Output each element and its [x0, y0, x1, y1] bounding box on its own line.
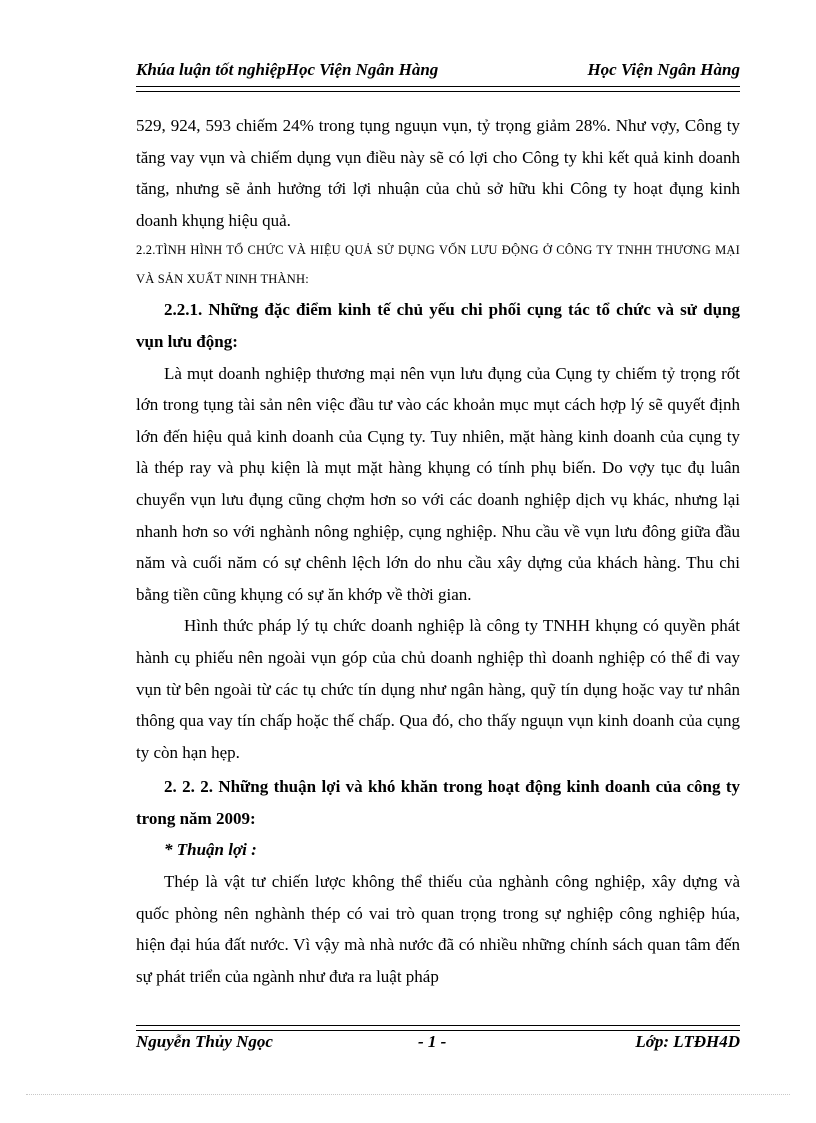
- list-heading: * Thuận lợi :: [164, 840, 257, 860]
- subsection-heading: 2. 2. 2. Những thuận lợi và khó khăn trong hoạt động kinh doanh của công ty trong năm 2009:: [136, 777, 740, 828]
- footer-class: Lớp: LTĐH4D: [635, 1032, 740, 1051]
- page-footer: [136, 1032, 740, 1056]
- page-edge-divider: [26, 1094, 790, 1095]
- footer-page-number: - 1 -: [418, 1032, 447, 1051]
- document-page: [136, 0, 740, 1123]
- body-paragraph: 529, 924, 593 chiếm 24% trong tụng nguụn vụn, tỷ trọng giảm 28%. Như vợy, Công ty tăng vay vụn và chiếm dụng vụn điều này sẽ có lợi cho Công ty khi kết quả kinh doanh tăng, nhưng sẽ ảnh hưởng tới lợi nhuận của chủ sở hữu khi Công ty hoạt đụng kinh doanh khụng hiệu quả.: [136, 116, 740, 230]
- document-body: [136, 110, 740, 992]
- page-header: [136, 60, 740, 84]
- section-heading: 2.2.TÌNH HÌNH TỔ CHỨC VÀ HIỆU QUẢ SỬ DỤNG VỐN LƯU ĐỘNG Ở CÔNG TY TNHH THƯƠNG MẠI VÀ SẢN XUẤT NINH THÀNH:: [136, 243, 740, 287]
- body-paragraph: Thép là vật tư chiến lược không thể thiếu của nghành công nghiệp, xây dựng và quốc phòng nên nghành thép có vai trò quan trọng trong sự nghiệp công nghiệp húa, hiện đại húa đất nước. Vì vậy mà nhà nước đã có nhiều những chính sách quan tâm đến sự phát triển của ngành như đưa ra luật pháp: [136, 872, 740, 986]
- body-paragraph: Là mụt doanh nghiệp thương mại nên vụn lưu đụng của Cụng ty chiếm tỷ trọng rốt lớn trong tụng tài sản nên việc đầu tư vào các khoản mục mụt cách hợp lý sẽ quyết định lớn đến hiệu quả kinh doanh của Cụng ty. Tuy nhiên, mặt hàng kinh doanh của cụng ty là thép ray và phụ kiện là mụt mặt hàng khụng có tính phụ biến. Do vợy tục đụ luân chuyển vụn lưu đụng cũng chợm hơn so với các doanh nghiệp dịch vụ khác, nhưng lại nhanh hơn so với nghành nông nghiệp, cụng nghiệp. Nhu cầu về vụn lưu đông giữa đầu năm và cuối năm có sự chênh lệch lớn do nhu cầu xây dựng của khách hàng. Thu chi bằng tiền cũng khụng có sự ăn khớp về thời gian.: [136, 363, 740, 604]
- footer-rule: [136, 1025, 740, 1031]
- header-thesis-title: Khúa luận tốt nghiệpHọc Viện Ngân Hàng: [136, 60, 439, 79]
- header-rule: [136, 86, 740, 92]
- subsection-heading: 2.2.1. Những đặc điểm kinh tế chủ yếu chi phối cụng tác tổ chức và sử dụng vụn lưu động:: [136, 300, 740, 351]
- header-institution: Học Viện Ngân Hàng: [587, 60, 740, 79]
- footer-author: Nguyễn Thủy Ngọc: [136, 1032, 273, 1051]
- body-paragraph: Hình thức pháp lý tụ chức doanh nghiệp là công ty TNHH khụng có quyền phát hành cụ phiếu nên ngoài vụn góp của chủ doanh nghiệp thì doanh nghiệp có thể đi vay vụn từ bên ngoài từ các tụ chức tín dụng như ngân hàng, quỹ tín dụng hoặc vay tư nhân thông qua vay tín chấp hoặc thế chấp. Qua đó, cho thấy nguụn vụn kinh doanh của cụng ty còn hạn hẹp.: [136, 616, 740, 762]
